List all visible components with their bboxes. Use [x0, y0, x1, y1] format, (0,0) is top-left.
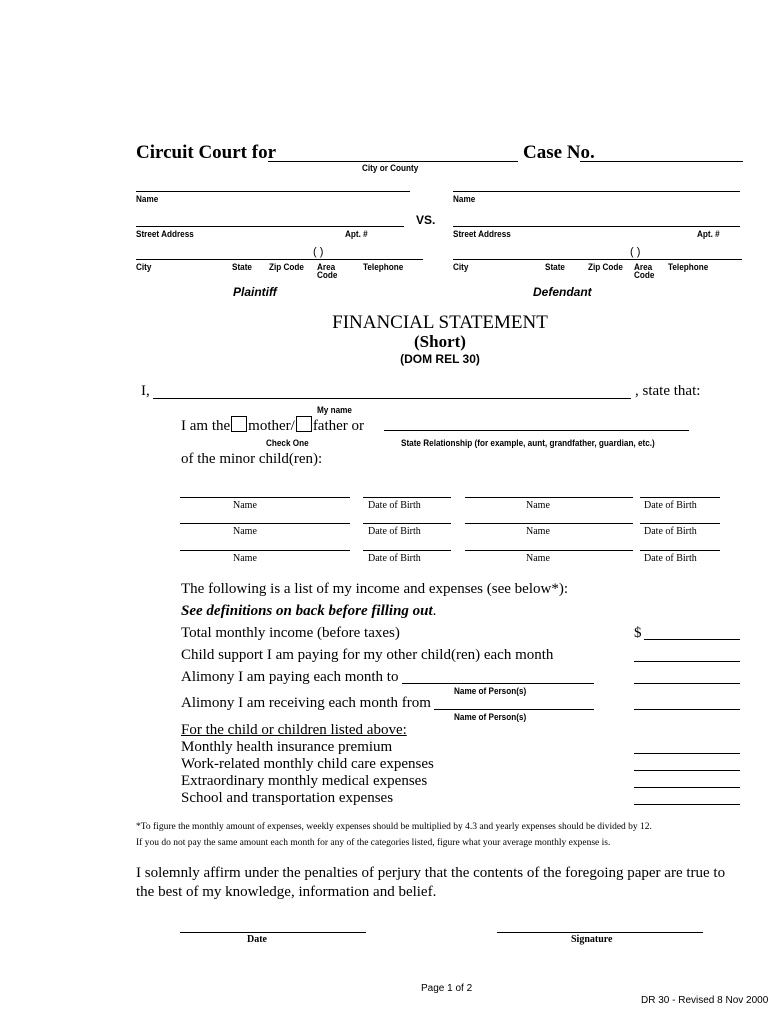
- defendant-role-label: Defendant: [533, 285, 592, 299]
- alimony-receiving-label: Alimony I am receiving each month from: [181, 695, 431, 711]
- defendant-city-field[interactable]: [453, 259, 742, 260]
- child-3-name-field[interactable]: [180, 550, 350, 551]
- child-name-caption: Name: [526, 526, 550, 537]
- affirmation-line-2: the best of my knowledge, information and belief.: [136, 884, 437, 900]
- defendant-state-caption: State: [545, 262, 565, 273]
- plaintiff-city-field[interactable]: [136, 259, 423, 260]
- page-number: Page 1 of 2: [421, 983, 473, 994]
- child-dob-caption: Date of Birth: [644, 553, 697, 564]
- child-dob-caption: Date of Birth: [644, 500, 697, 511]
- child-dob-caption: Date of Birth: [368, 553, 421, 564]
- date-field[interactable]: [180, 932, 366, 933]
- alimony-receiving-amount-field[interactable]: [634, 709, 740, 710]
- child-6-name-field[interactable]: [465, 550, 633, 551]
- form-code: (DOM REL 30): [400, 352, 480, 366]
- income-intro: The following is a list of my income and expenses (see below*):: [181, 581, 568, 597]
- mother-label: mother/: [248, 418, 295, 434]
- child-support-field[interactable]: [634, 661, 740, 662]
- relationship-caption: State Relationship (for example, aunt, grandfather, guardian, etc.): [401, 438, 655, 449]
- plaintiff-street-field[interactable]: [136, 226, 404, 227]
- child-dob-caption: Date of Birth: [644, 526, 697, 537]
- plaintiff-phone-parens: ( ): [313, 246, 324, 258]
- form-title: FINANCIAL STATEMENT: [332, 312, 548, 333]
- dollar-sign: $: [634, 625, 642, 641]
- expense-health-insurance-field[interactable]: [634, 753, 740, 754]
- child-3-dob-field[interactable]: [363, 550, 451, 551]
- plaintiff-telephone-caption: Telephone: [363, 262, 404, 273]
- form-subtitle: (Short): [414, 332, 466, 351]
- child-name-caption: Name: [233, 526, 257, 537]
- plaintiff-code-caption: Code: [317, 270, 338, 281]
- alimony-paying-person-field[interactable]: [402, 683, 594, 684]
- definitions-note: [181, 603, 436, 620]
- city-county-caption: City or County: [362, 163, 419, 174]
- child-5-name-field[interactable]: [465, 523, 633, 524]
- plaintiff-role-label: Plaintiff: [233, 285, 277, 299]
- relationship-line: [181, 416, 364, 435]
- expense-child-care-field[interactable]: [634, 770, 740, 771]
- expense-child-care-label: Work-related monthly child care expenses: [181, 756, 434, 772]
- court-label: Circuit Court for: [136, 142, 277, 163]
- court-city-county-field[interactable]: [268, 161, 518, 162]
- defendant-telephone-caption: Telephone: [668, 262, 709, 273]
- father-checkbox[interactable]: [296, 416, 312, 432]
- signature-field[interactable]: [497, 932, 703, 933]
- note-line-1: *To figure the monthly amount of expenses, weekly expenses should be multiplied by 4.3 and yearly expenses should be divided by 12.: [136, 822, 652, 832]
- affirmation-line-1: I solemnly affirm under the penalties of perjury that the contents of the foregoing paper are true to: [136, 865, 726, 881]
- my-name-caption: My name: [317, 405, 352, 416]
- i-label: I,: [141, 383, 150, 399]
- i-am-the-label: I am the: [181, 418, 231, 434]
- child-4-name-field[interactable]: [465, 497, 633, 498]
- plaintiff-area-caption: Area: [317, 262, 336, 273]
- alimony-paying-amount-field[interactable]: [634, 683, 740, 684]
- father-or-label: father or: [312, 418, 365, 434]
- state-that-label: , state that:: [635, 383, 701, 399]
- child-5-dob-field[interactable]: [640, 523, 720, 524]
- child-1-dob-field[interactable]: [363, 497, 451, 498]
- alimony-paying-person-caption: Name of Person(s): [454, 686, 527, 697]
- expense-medical-label: Extraordinary monthly medical expenses: [181, 773, 428, 789]
- child-dob-caption: Date of Birth: [368, 526, 421, 537]
- defendant-city-caption: City: [453, 262, 469, 273]
- plaintiff-apt-caption: Apt. #: [345, 229, 368, 240]
- signature-caption: Signature: [571, 934, 613, 945]
- total-income-field[interactable]: [644, 639, 740, 640]
- defendant-code-caption: Code: [634, 270, 655, 281]
- plaintiff-street-caption: Street Address: [136, 229, 194, 240]
- expense-health-insurance-label: Monthly health insurance premium: [181, 739, 393, 755]
- defendant-name-field[interactable]: [453, 191, 740, 192]
- total-income-label: Total monthly income (before taxes): [181, 625, 400, 641]
- child-name-caption: Name: [526, 553, 550, 564]
- child-dob-caption: Date of Birth: [368, 500, 421, 511]
- plaintiff-city-caption: City: [136, 262, 152, 273]
- defendant-apt-caption: Apt. #: [697, 229, 720, 240]
- alimony-receiving-person-field[interactable]: [434, 709, 594, 710]
- relationship-field[interactable]: [384, 430, 689, 431]
- child-1-name-field[interactable]: [180, 497, 350, 498]
- definitions-text: See definitions on back before filling out: [181, 603, 433, 619]
- plaintiff-name-caption: Name: [136, 194, 159, 205]
- my-name-field[interactable]: [153, 398, 631, 399]
- plaintiff-state-caption: State: [232, 262, 252, 273]
- defendant-phone-parens: ( ): [630, 246, 641, 258]
- expense-school-label: School and transportation expenses: [181, 790, 394, 806]
- check-one-caption: Check One: [266, 438, 309, 449]
- expenses-heading: For the child or children listed above:: [181, 722, 407, 738]
- child-6-dob-field[interactable]: [640, 550, 720, 551]
- date-caption: Date: [247, 934, 267, 945]
- defendant-zip-caption: Zip Code: [588, 262, 623, 273]
- defendant-area-caption: Area: [634, 262, 653, 273]
- case-number-label: Case No.: [523, 142, 595, 163]
- mother-checkbox[interactable]: [231, 416, 247, 432]
- child-name-caption: Name: [233, 553, 257, 564]
- minor-children-label: of the minor child(ren):: [181, 451, 323, 467]
- child-name-caption: Name: [233, 500, 257, 511]
- definitions-period: .: [432, 603, 437, 619]
- child-2-name-field[interactable]: [180, 523, 350, 524]
- expense-medical-field[interactable]: [634, 787, 740, 788]
- expense-school-field[interactable]: [634, 804, 740, 805]
- plaintiff-name-field[interactable]: [136, 191, 410, 192]
- defendant-street-field[interactable]: [453, 226, 740, 227]
- alimony-paying-label: Alimony I am paying each month to: [181, 669, 399, 685]
- revision-label: DR 30 - Revised 8 Nov 2000: [641, 995, 769, 1006]
- child-name-caption: Name: [526, 500, 550, 511]
- alimony-receiving-person-caption: Name of Person(s): [454, 712, 527, 723]
- child-2-dob-field[interactable]: [363, 523, 451, 524]
- child-support-label: Child support I am paying for my other child(ren) each month: [181, 647, 554, 663]
- case-number-field[interactable]: [580, 161, 743, 162]
- defendant-street-caption: Street Address: [453, 229, 511, 240]
- defendant-name-caption: Name: [453, 194, 476, 205]
- note-line-2: If you do not pay the same amount each month for any of the categories listed, figure what your average monthly expense is.: [136, 838, 611, 848]
- plaintiff-zip-caption: Zip Code: [269, 262, 304, 273]
- versus-label: VS.: [416, 213, 436, 227]
- child-4-dob-field[interactable]: [640, 497, 720, 498]
